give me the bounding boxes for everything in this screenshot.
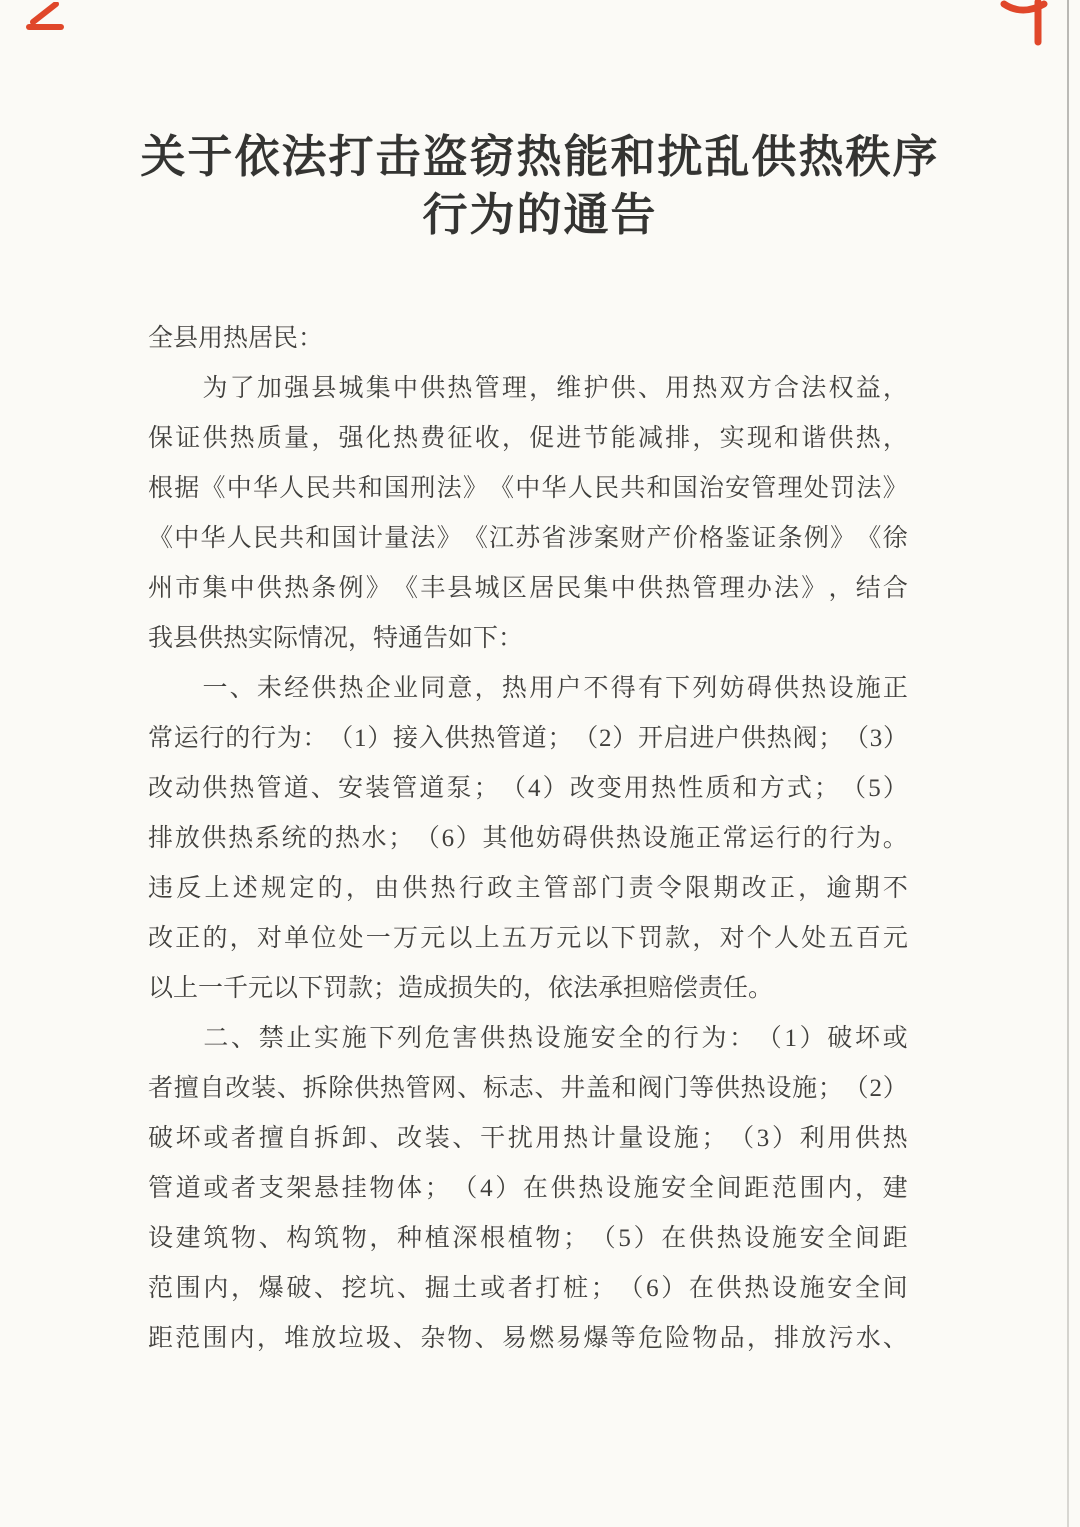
body-text-line: 距 范 围 内 ， 堆 放 垃 圾 、 杂 物 、 易 燃 易 爆 等 危 险 物 品 ， 排 放 污 水 、 xyxy=(148,1325,908,1352)
document-title-line-2: 行为的通告 xyxy=(422,190,658,240)
body-text-line: 设 建 筑 物 、 构 筑 物 ， 种 植 深 根 植 物 ； （ 5 ） 在 供 热 设 施 安 全 间 距 xyxy=(148,1225,908,1252)
page-edge-line xyxy=(1067,0,1069,1527)
body-text-line: 违 反 上 述 规 定 的 ， 由 供 热 行 政 主 管 部 门 责 令 限 期 改 正 ， 逾 期 不 xyxy=(148,875,908,902)
body-text-line: 改 动 供 热 管 道 、 安 装 管 道 泵 ； （ 4 ） 改 变 用 热 性 质 和 方 式 ； （ 5 ） xyxy=(148,775,908,802)
red-print-mark-left-icon xyxy=(26,2,66,32)
body-text-line: 我县供热实际情况，特通告如下： xyxy=(148,625,524,652)
body-text-line: 为 了 加 强 县 城 集 中 供 热 管 理 ， 维 护 供 、 用 热 双 方 合 法 权 益 ， xyxy=(202,375,908,402)
body-text-line: 保 证 供 热 质 量 ， 强 化 热 费 征 收 ， 促 进 节 能 减 排 ， 实 现 和 谐 供 热 ， xyxy=(148,425,908,452)
body-text-line: 以上一千元以下罚款；造成损失的，依法承担赔偿责任。 xyxy=(148,975,774,1002)
document-body xyxy=(148,314,908,1364)
body-text-line: 管 道 或 者 支 架 悬 挂 物 体 ； （ 4 ） 在 供 热 设 施 安 全 间 距 范 围 内 ， 建 xyxy=(148,1175,908,1202)
body-text-line: 根 据 《 中 华 人 民 共 和 国 刑 法 》 《 中 华 人 民 共 和 国 治 安 管 理 处 罚 法 》 xyxy=(148,475,908,502)
body-text-line: 一 、 未 经 供 热 企 业 同 意 ， 热 用 户 不 得 有 下 列 妨 碍 供 热 设 施 正 xyxy=(202,675,908,702)
body-text-line: 范 围 内 ， 爆 破 、 挖 坑 、 掘 土 或 者 打 桩 ； （ 6 ） 在 供 热 设 施 安 全 间 xyxy=(148,1275,908,1302)
body-text-line: 破 坏 或 者 擅 自 拆 卸 、 改 装 、 干 扰 用 热 计 量 设 施 ； （ 3 ） 利 用 供 热 xyxy=(148,1125,908,1152)
body-text-line: 常 运 行 的 行 为 ： （ 1 ） 接 入 供 热 管 道 ； （ 2 ） 开 启 进 户 供 热 阀 ； （ 3 ） xyxy=(148,725,908,752)
body-text-line: 改 正 的 ， 对 单 位 处 一 万 元 以 上 五 万 元 以 下 罚 款 ， 对 个 人 处 五 百 元 xyxy=(148,925,908,952)
body-text-line: 二 、 禁 止 实 施 下 列 危 害 供 热 设 施 安 全 的 行 为 ： （ 1 ） 破 坏 或 xyxy=(203,1025,908,1052)
body-text-line: 《 中 华 人 民 共 和 国 计 量 法 》 《 江 苏 省 涉 案 财 产 价 格 鉴 证 条 例 》 《 徐 xyxy=(148,525,908,552)
document-title xyxy=(75,128,1005,244)
body-text-line: 州 市 集 中 供 热 条 例 》 《 丰 县 城 区 居 民 集 中 供 热 管 理 办 法 》 ， 结 合 xyxy=(148,575,908,602)
body-text-line: 者 擅 自 改 装 、 拆 除 供 热 管 网 、 标 志 、 井 盖 和 阀 门 等 供 热 设 施 ； （ 2 ） xyxy=(148,1075,908,1102)
red-print-mark-right-icon xyxy=(998,0,1050,48)
document-title-line-1: 关于依法打击盗窃热能和扰乱供热秩序 xyxy=(140,132,940,182)
body-text-line: 排 放 供 热 系 统 的 热 水 ； （ 6 ） 其 他 妨 碍 供 热 设 施 正 常 运 行 的 行 为 。 xyxy=(148,825,908,852)
body-text-line: 全县用热居民： xyxy=(148,325,324,352)
